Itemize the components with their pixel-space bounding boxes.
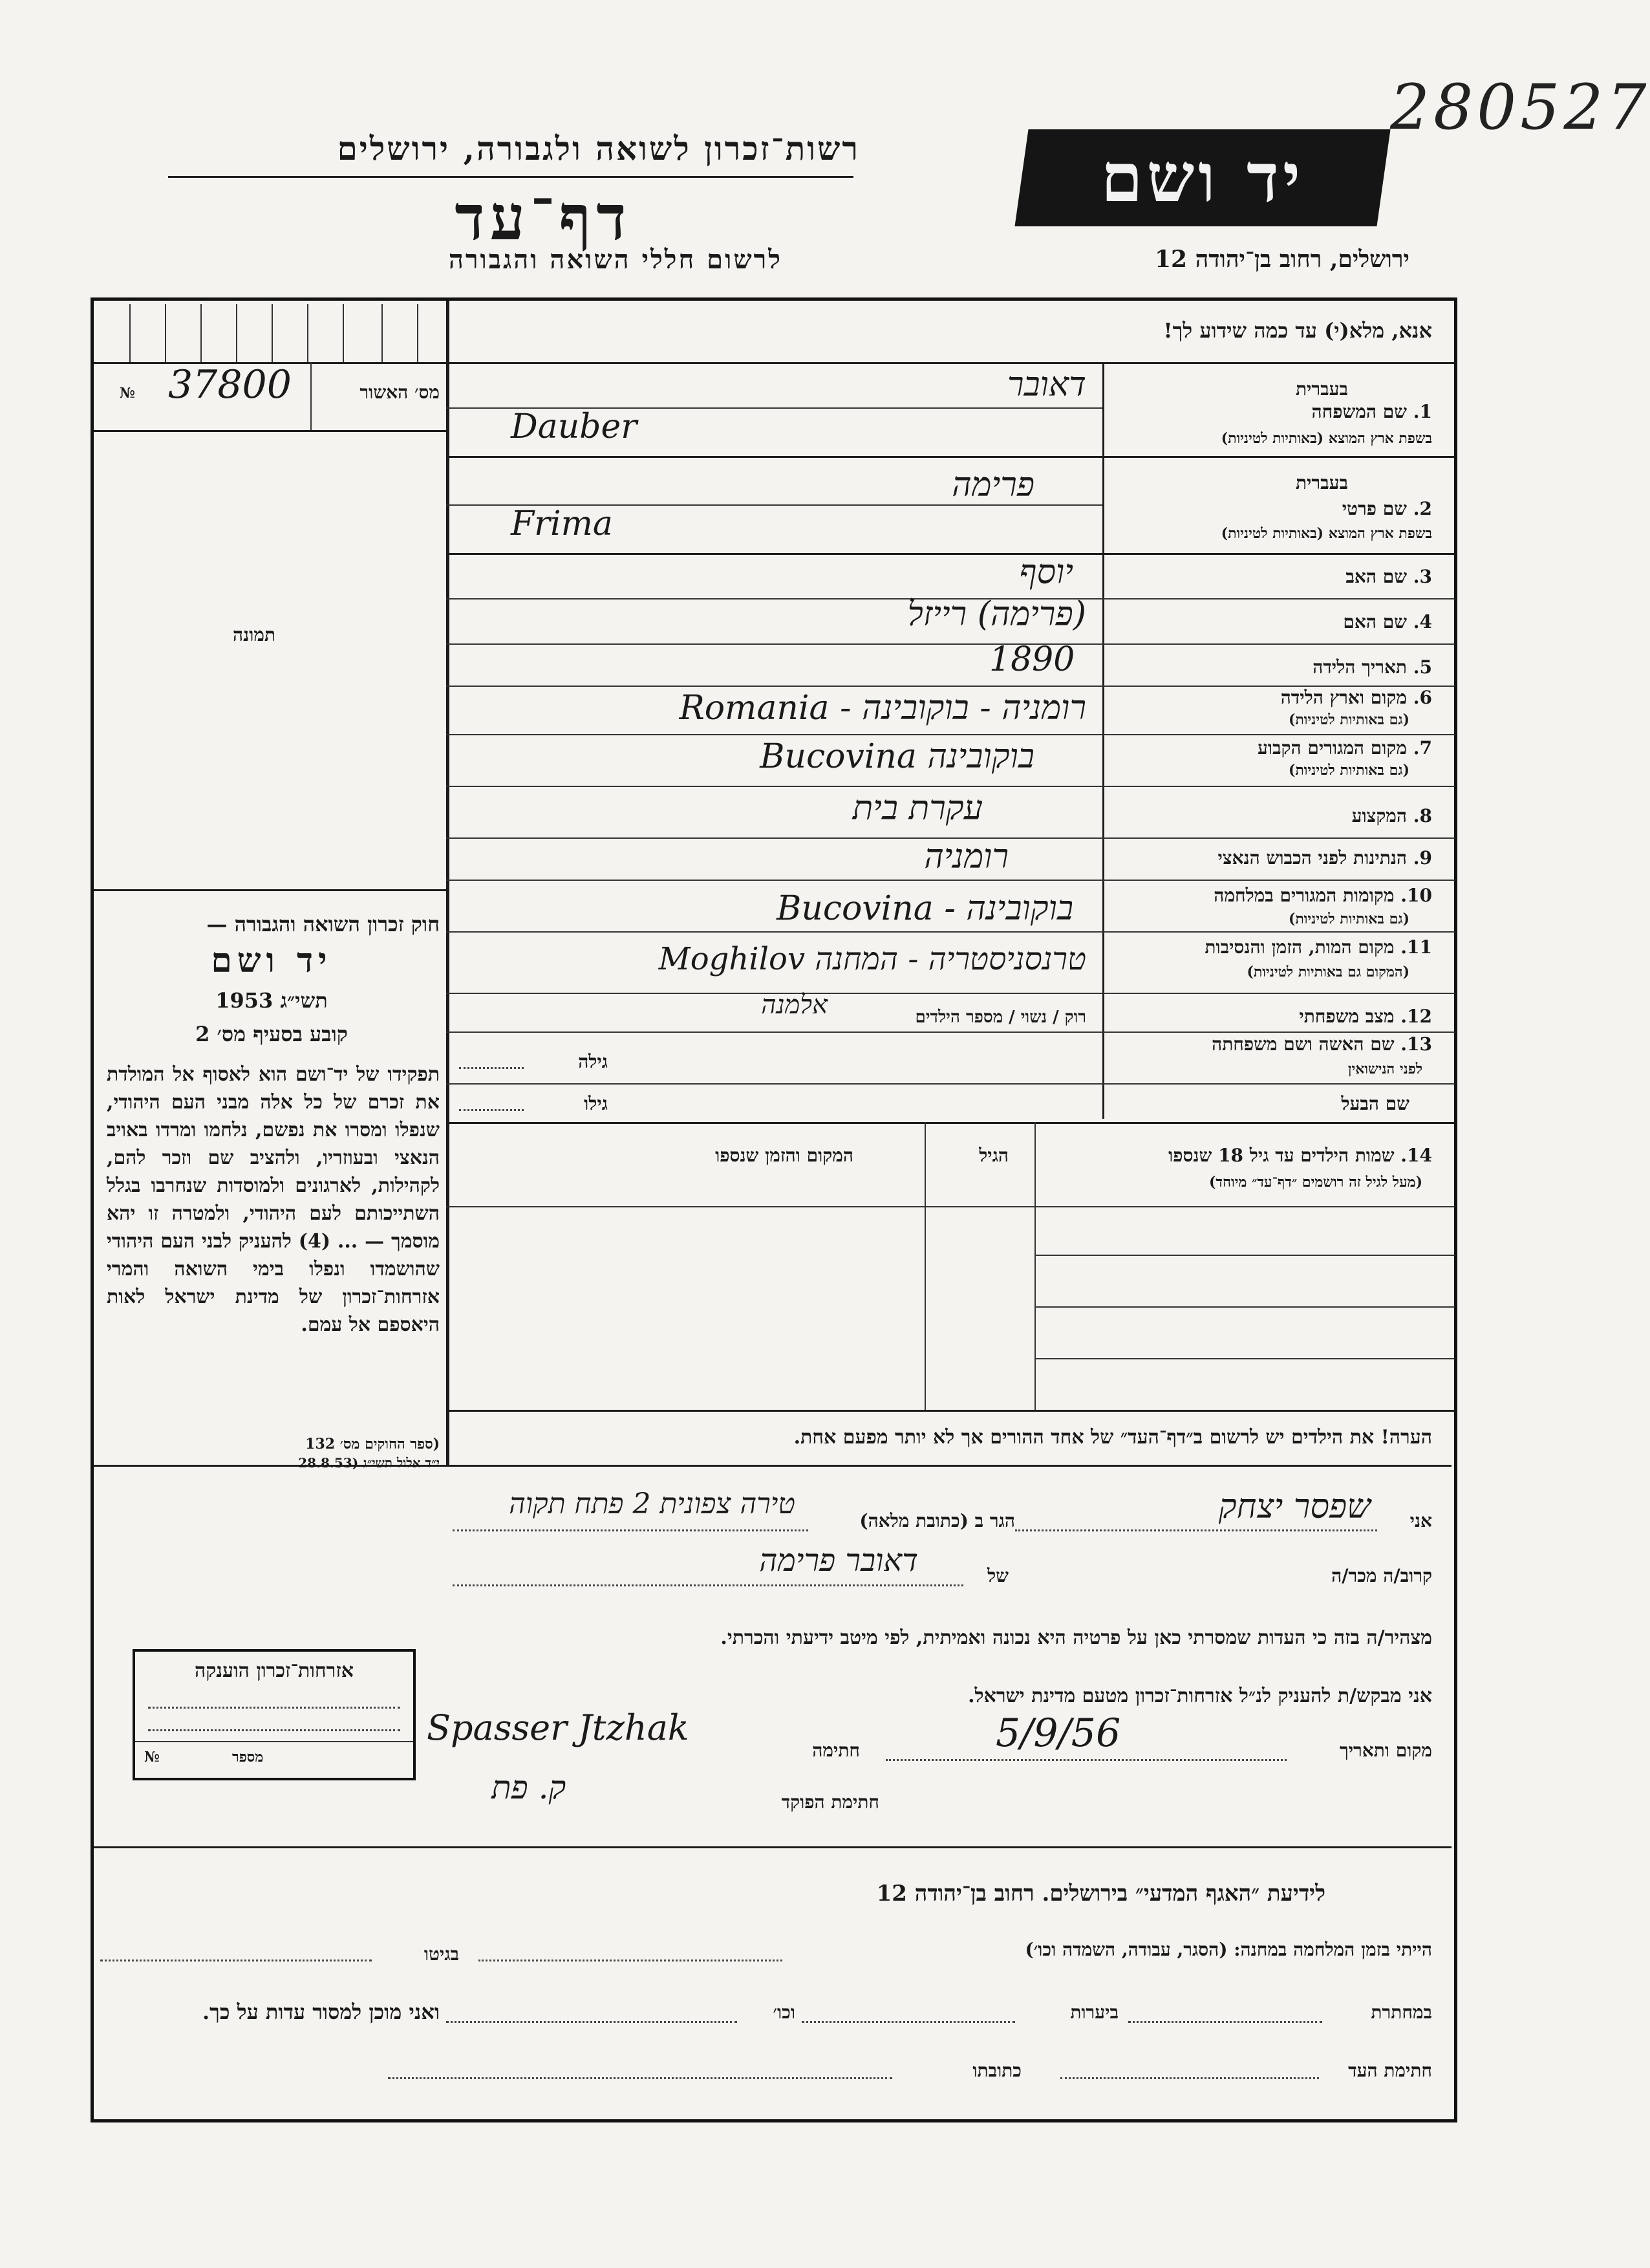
- field-6-label: [1161, 687, 1432, 709]
- children-row-2: [1034, 1306, 1455, 1308]
- husband-label: שם הבעל: [1341, 1093, 1409, 1114]
- photo-label: תמונה: [233, 624, 276, 645]
- field-12-value[interactable]: אלמנה: [761, 990, 828, 1020]
- info-witness-sig-label: חתימת העד: [1348, 2060, 1432, 2081]
- age-label-wife: גילה: [578, 1051, 608, 1072]
- info-testimony-label: ואני מוכן למסור עדות על כך.: [202, 2000, 440, 2024]
- info-title: לידיעת ״האגף המדעי״ בירושלים. רחוב בן־יהודה 12: [876, 1881, 1325, 1906]
- bar-2: [165, 304, 166, 362]
- field-13b-bottom: [446, 1122, 1455, 1124]
- field-10-label: [1109, 885, 1432, 907]
- field-11-name: מקום המות, הזמן והנסיבות: [1205, 936, 1395, 958]
- age-dots-husband: [459, 1109, 524, 1111]
- field-1-name: שם המשפחה: [1311, 401, 1408, 422]
- field-3-name: שם האב: [1345, 566, 1408, 587]
- decl-place-date-label: מקום ותאריך: [1339, 1740, 1432, 1761]
- form-subtitle: לרשום חללי השואה והגבורה: [448, 244, 782, 275]
- field-11-note: (המקום גם באותיות לטיניות): [1247, 964, 1409, 980]
- declaration-bottom: [94, 1846, 1452, 1848]
- field-6-num: 6.: [1413, 687, 1432, 708]
- field-1-origin-note: בשפת ארץ המוצא (באותיות לטיניות): [1221, 430, 1432, 447]
- marital-options: רוק / נשוי / מספר הילדים: [915, 1008, 1086, 1027]
- info-underground-dots: [1128, 2021, 1322, 2023]
- info-underground-label: במחתרת: [1371, 2002, 1432, 2023]
- field-11-num: 11.: [1400, 936, 1432, 958]
- field-8-value[interactable]: עקרת בית: [852, 789, 983, 828]
- field-1-num: 1.: [1413, 401, 1432, 422]
- serial-label: מס׳ האשור: [359, 382, 440, 403]
- decl-request: אני מבקש/ת להעניק לנ״ל אזרחות־זכרון מטעם מדינת ישראל.: [968, 1685, 1432, 1707]
- info-etc-label: וכו׳: [773, 2002, 795, 2023]
- info-ghetto-dots: [100, 1960, 372, 1961]
- field-11-value[interactable]: טרנסניסטריה - המחנה Moghilov: [658, 941, 1086, 977]
- decl-declares: מצהיר/ה בזה כי העדות שמסרתי כאן על פרטיה היא נכונה ואמיתית, לפי מיטב ידיעתי והכרתי.: [720, 1626, 1432, 1649]
- institution-name: רשות־זכרון לשואה ולגבורה, ירושלים: [337, 129, 860, 167]
- field-8-name: המקצוע: [1351, 805, 1408, 826]
- field-9-num: 9.: [1413, 847, 1432, 869]
- field-4-name: שם האם: [1343, 611, 1408, 632]
- decl-address-dots: [453, 1529, 808, 1531]
- field-2-num: 2.: [1413, 498, 1432, 519]
- institution-underline: [168, 176, 853, 178]
- children-row-3: [1034, 1358, 1455, 1359]
- field-10-bottom: [446, 931, 1455, 933]
- children-age-header: הגיל: [979, 1145, 1009, 1166]
- decl-relation-dots: [453, 1584, 963, 1586]
- field-3-num: 3.: [1413, 566, 1432, 587]
- decl-name-dots: [1015, 1529, 1377, 1531]
- decl-address[interactable]: טירה צפונית 2 פתח תקוה: [509, 1487, 795, 1520]
- law-name: יד ושם: [211, 941, 332, 980]
- info-forests-label: ביערות: [1070, 2002, 1119, 2023]
- info-address-label: כתובתו: [972, 2060, 1022, 2081]
- field-1-bottom: [446, 456, 1455, 458]
- field-1-latin-value[interactable]: Dauber: [511, 407, 638, 446]
- children-col-2: [1034, 1122, 1036, 1410]
- field-9-name: הנתינות לפני הכבוש הנאצי: [1217, 847, 1408, 869]
- field-7-bottom: [446, 786, 1455, 787]
- decl-date-dots: [886, 1759, 1287, 1761]
- field-12-bottom: [446, 1031, 1455, 1033]
- law-section: קובע בסעיף מס׳ 2: [195, 1022, 348, 1046]
- field-13-num: 13.: [1400, 1033, 1432, 1055]
- field-6-value[interactable]: רומניה - בוקובינה - Romania: [679, 689, 1086, 728]
- field-1-hebrew-label: בעברית: [1295, 378, 1348, 400]
- field-12-name: מצב משפחתי: [1299, 1006, 1395, 1027]
- left-column-divider: [446, 301, 449, 1465]
- logo-text: יד ושם: [1100, 138, 1305, 217]
- children-table-bottom: [446, 1410, 1455, 1412]
- field-9-value[interactable]: רומניה: [924, 837, 1009, 876]
- serial-value[interactable]: 37800: [168, 362, 292, 407]
- law-title: חוק זכרון השואה והגבורה —: [206, 912, 440, 936]
- decl-relation-label: קרוב/ה מכר/ה: [1331, 1565, 1432, 1586]
- field-1-label: [1161, 401, 1432, 423]
- citizenship-box: [133, 1649, 416, 1780]
- citizenship-number-line: [135, 1741, 413, 1742]
- instructions-line: [446, 362, 1455, 364]
- field-4-value[interactable]: (פרימה) רייזל: [907, 595, 1086, 634]
- serial-divider: [310, 362, 312, 430]
- info-line1: הייתי בזמן המלחמה במחנה: (הסגר, עבודה, השמדה וכו׳): [1025, 1939, 1432, 1960]
- field-13-label: [1109, 1033, 1432, 1055]
- field-6-bottom: [446, 734, 1455, 735]
- info-etc-dots: [446, 2021, 737, 2023]
- bar-4: [236, 304, 237, 362]
- info-address-dots: [388, 2077, 892, 2079]
- field-8-label: [1161, 805, 1432, 827]
- field-5-name: תאריך הלידה: [1312, 656, 1408, 678]
- field-12-num: 12.: [1400, 1006, 1432, 1027]
- form-title: דף־עד: [455, 181, 632, 254]
- children-title: 14. שמות הילדים עד גיל 18 שנספו: [1168, 1145, 1432, 1166]
- children-col-1: [925, 1122, 926, 1410]
- field-2-hebrew-value[interactable]: פרימה: [952, 466, 1034, 504]
- field-10-num: 10.: [1400, 885, 1432, 906]
- label-column-divider: [1102, 362, 1104, 1119]
- field-13-bottom: [446, 1083, 1455, 1085]
- document-number: 280527: [1390, 71, 1650, 144]
- field-7-name: מקום המגורים הקבוע: [1258, 737, 1408, 759]
- field-4-label: [1161, 611, 1432, 633]
- decl-officer-label: חתימת הפוקד: [781, 1791, 879, 1813]
- citizenship-dots-1: [148, 1707, 400, 1709]
- law-text: תפקידו של יד־ושם הוא לאסוף אל המולדת את זכרם של כל אלה מבני העם היהודי, שנפלו ומסרו את נפשם, נלחמו ומרדו באויב הנאצי ובעוזריו, ולהציב שם וזכר להם, לקהילות, לארגונים ולמוסדות שנחרבו בגלל השתייכותם לעם היהודי, ולמטרה זו יהא מוסמך — ... (4) להעניק לבני העם היהודי שהושמדו ונפלו בימי השואה והמרי אזרחות־זכרון של מדינת ישראל לאות היאספם אל עמם.: [107, 1063, 440, 1336]
- info-witness-sig-dots: [1060, 2077, 1319, 2079]
- yad-vashem-logo: [1014, 129, 1390, 226]
- info-ghetto-label: בגיטו: [423, 1943, 459, 1965]
- decl-witness-name[interactable]: שפסר יצחק: [1218, 1487, 1371, 1526]
- bar-8: [381, 304, 383, 362]
- decl-relation-value[interactable]: דאובר פרימה: [759, 1542, 918, 1579]
- field-10-name: מקומות המגורים במלחמה: [1214, 885, 1395, 906]
- field-2-hebrew-label: בעברית: [1295, 472, 1348, 493]
- field-11-bottom: [446, 993, 1455, 994]
- field-5-label: [1161, 656, 1432, 678]
- children-header-bottom: [446, 1206, 1455, 1207]
- field-9-bottom: [446, 880, 1455, 881]
- field-2-label: [1161, 498, 1432, 520]
- age-label-husband: גילו: [584, 1093, 608, 1114]
- decl-resides-label: הגר ב (כתובת מלאה): [859, 1510, 1015, 1531]
- children-note-warning: הערה! את הילדים יש לרשום ב״דף־העד״ של אחד ההורים אך לא יותר מפעם אחת.: [793, 1426, 1432, 1449]
- bar-7: [343, 304, 344, 362]
- field-1-hebrew-value[interactable]: דאובר: [1007, 365, 1086, 404]
- instructions: אנא, מלא(י) עד כמה שידוע לך!: [1163, 318, 1432, 343]
- field-13-name: שם האשה ושם משפחתה: [1212, 1033, 1395, 1055]
- citizenship-dots-2: [148, 1729, 400, 1731]
- field-13-note: לפני הנישואין: [1347, 1061, 1422, 1077]
- law-ref: (ספר החוקים מס׳ 132: [305, 1436, 440, 1453]
- field-5-value[interactable]: 1890: [989, 640, 1075, 679]
- field-6-name: מקום וארץ הלידה: [1280, 687, 1408, 708]
- field-7-note: (גם באותיות לטיניות): [1288, 762, 1409, 779]
- bar-9: [417, 304, 418, 362]
- field-4-num: 4.: [1413, 611, 1432, 632]
- field-5-num: 5.: [1413, 656, 1432, 678]
- field-7-value[interactable]: בוקובינה Bucovina: [760, 737, 1034, 776]
- field-2-name: שם פרטי: [1342, 498, 1408, 519]
- serial-prefix: №: [120, 385, 135, 402]
- children-row-1: [1034, 1255, 1455, 1256]
- decl-date-value[interactable]: 5/9/56: [996, 1711, 1121, 1756]
- field-2-origin-note: בשפת ארץ המוצא (באותיות לטיניות): [1221, 525, 1432, 542]
- info-forests-dots: [802, 2021, 1015, 2023]
- field-9-label: [1109, 847, 1432, 869]
- citizenship-number-prefix: №: [144, 1749, 160, 1766]
- decl-signature-value[interactable]: Spasser Jtzhak: [427, 1707, 689, 1748]
- field-2-latin-value[interactable]: Frima: [511, 504, 613, 543]
- field-7-label: [1161, 737, 1432, 759]
- bar-3: [200, 304, 202, 362]
- age-dots-wife: [459, 1067, 524, 1069]
- law-ref-date: י״ד אלול תשי״ג (28.8.53: [298, 1455, 440, 1471]
- decl-i-label: אני: [1409, 1510, 1432, 1531]
- field-6-note: (גם באותיות לטיניות): [1288, 711, 1409, 728]
- bar-6: [307, 304, 308, 362]
- field-3-label: [1161, 566, 1432, 588]
- law-year: תשי״ג 1953: [215, 988, 328, 1013]
- bar-1: [129, 304, 131, 362]
- institution-address: ירושלים, רחוב בן־יהודה 12: [1154, 246, 1409, 273]
- field-3-value[interactable]: יוסף: [1019, 553, 1073, 592]
- serial-bottom-line: [94, 430, 446, 432]
- info-camp-dots: [478, 1960, 782, 1961]
- field-11-label: [1109, 936, 1432, 958]
- decl-officer-value[interactable]: ק. פת: [491, 1769, 566, 1806]
- field-12-label: [1161, 1006, 1432, 1028]
- field-10-note: (גם באותיות לטיניות): [1288, 911, 1409, 927]
- citizenship-number-label: מספר: [232, 1749, 264, 1766]
- children-note: (מעל לגיל זה רושמים ״דף־עד״ מיוחד): [1208, 1174, 1422, 1191]
- field-8-num: 8.: [1413, 805, 1432, 826]
- field-4-bottom: [446, 643, 1455, 645]
- field-10-value[interactable]: בוקובינה - Bucovina: [777, 889, 1073, 928]
- decl-signature-label: חתימה: [812, 1740, 860, 1761]
- citizenship-box-title: אזרחות־זכרון הוענקה: [194, 1659, 354, 1682]
- bar-5: [272, 304, 273, 362]
- children-place-header: המקום והזמן שנספו: [715, 1145, 853, 1166]
- decl-of-label: של: [987, 1565, 1009, 1586]
- field-7-num: 7.: [1413, 737, 1432, 759]
- photo-bottom-line: [94, 889, 446, 891]
